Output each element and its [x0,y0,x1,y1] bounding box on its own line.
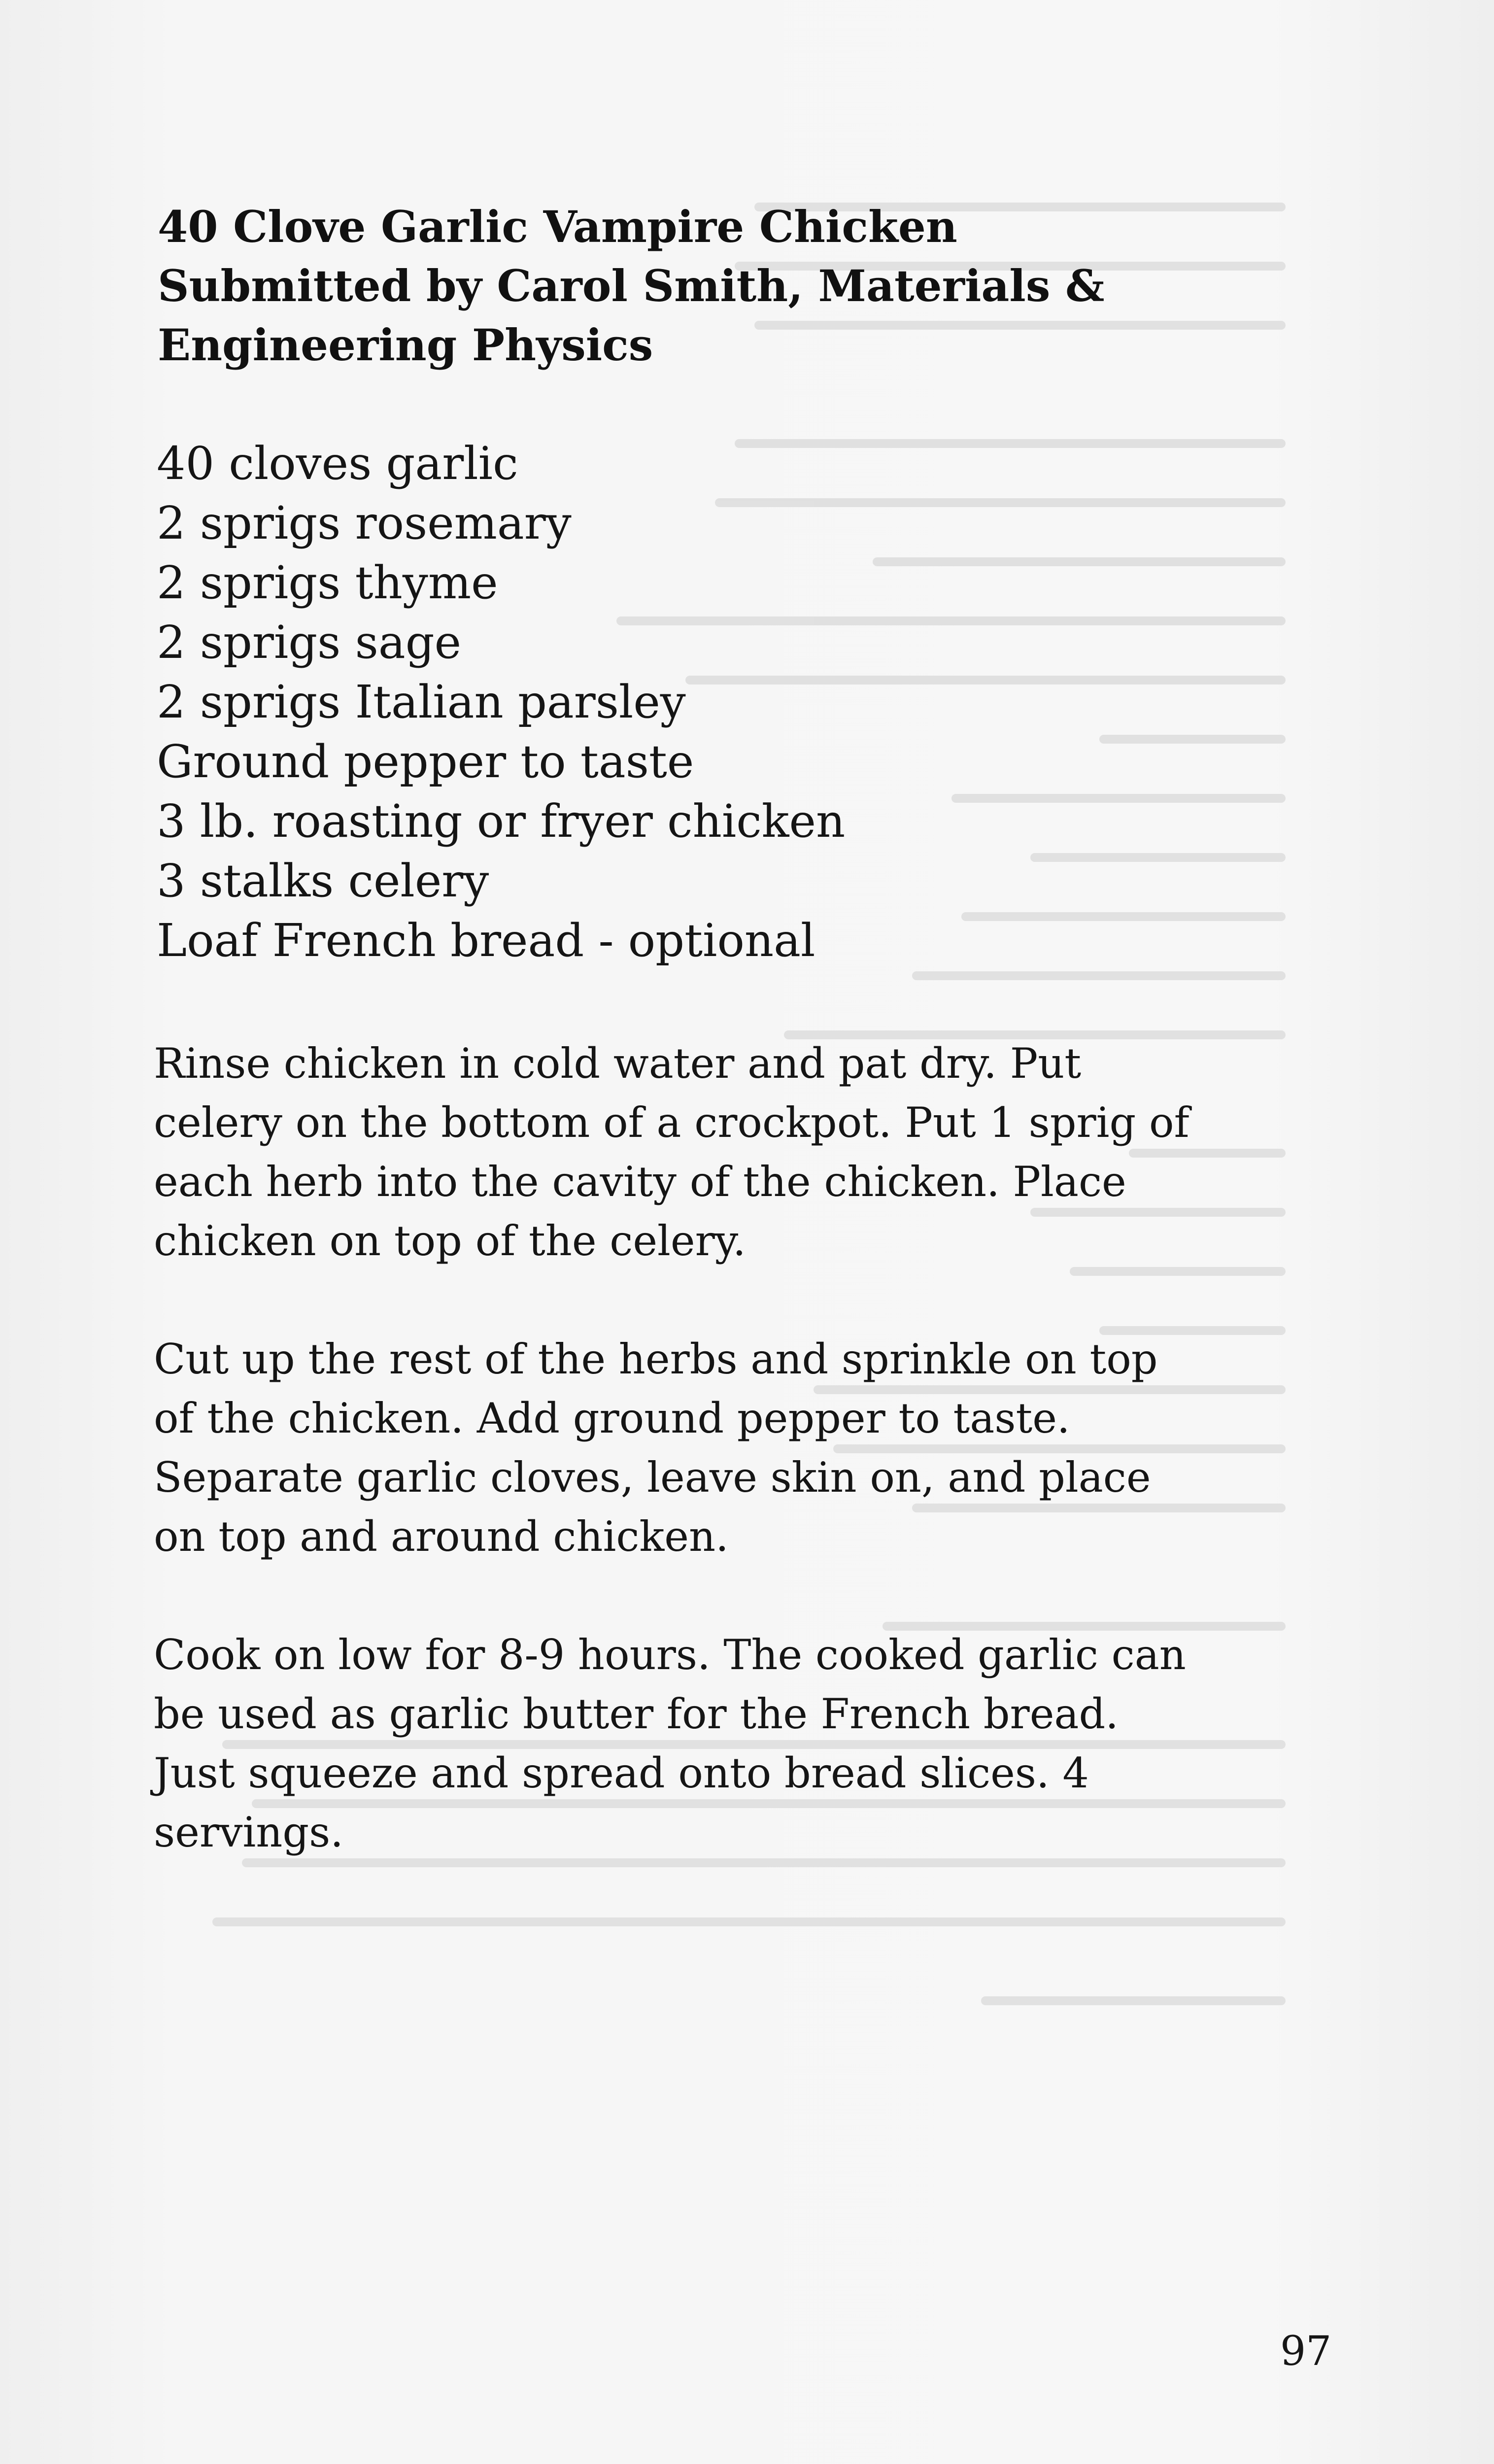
title-line: Engineering Physics [158,319,653,371]
instruction-line: Rinse chicken in cold water and pat dry. Put [154,1039,1082,1088]
instruction-line: on top and around chicken. [154,1512,729,1561]
instruction-line: be used as garlic butter for the French bread. [154,1690,1119,1738]
instruction-paragraph [154,1625,1312,1862]
ingredient-item: 2 sprigs sage [157,616,462,669]
instruction-paragraph [154,1034,1312,1270]
ingredient-item: 2 sprigs thyme [157,556,498,609]
instruction-line: servings. [154,1808,343,1856]
ingredient-item: Loaf French bread - optional [157,914,815,967]
instruction-line: Cut up the rest of the herbs and sprinkle on top [154,1335,1158,1383]
instruction-line: celery on the bottom of a crockpot. Put 1 sprig of [154,1098,1189,1147]
page-number: 97 [1280,2328,1332,2375]
ingredient-list [157,434,1339,970]
ingredient-item: 2 sprigs Italian parsley [157,676,686,728]
instruction-line: each herb into the cavity of the chicken. Place [154,1158,1126,1206]
recipe-title [158,197,1340,375]
ingredient-item: Ground pepper to taste [157,735,694,788]
instruction-line: chicken on top of the celery. [154,1217,746,1265]
title-line: 40 Clove Garlic Vampire Chicken [158,201,957,252]
ingredient-item: 3 stalks celery [157,855,489,907]
instruction-paragraph [154,1330,1312,1566]
ingredient-item: 3 lb. roasting or fryer chicken [157,795,846,848]
instruction-line: of the chicken. Add ground pepper to taste. [154,1394,1070,1442]
instruction-line: Cook on low for 8-9 hours. The cooked garlic can [154,1631,1186,1679]
ingredient-item: 40 cloves garlic [157,437,518,490]
title-line: Submitted by Carol Smith, Materials & [158,260,1105,311]
ingredient-item: 2 sprigs rosemary [157,497,572,549]
instruction-line: Separate garlic cloves, leave skin on, and place [154,1453,1151,1502]
instruction-line: Just squeeze and spread onto bread slices. 4 [154,1749,1089,1797]
